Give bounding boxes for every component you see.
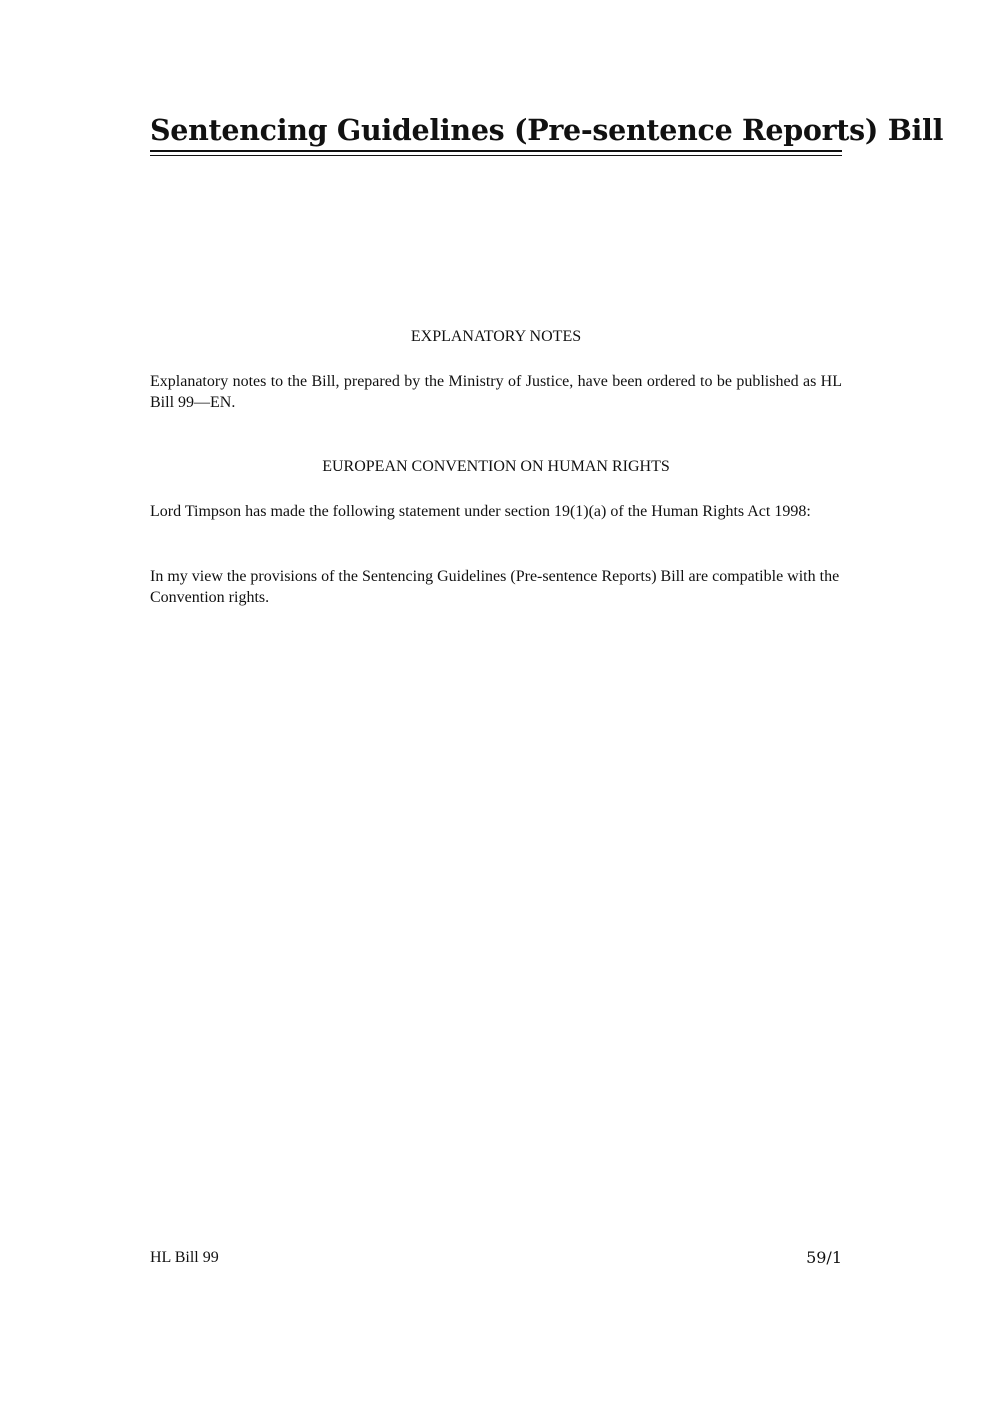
title-rule-thin — [150, 155, 842, 156]
echr-statement-intro: Lord Timpson has made the following statement under section 19(1)(a) of the Human Rights Act 1998: — [150, 503, 811, 520]
title-rule-thick — [150, 150, 842, 152]
explanatory-notes-text: Explanatory notes to the Bill, prepared by the Ministry of Justice, have been ordered to be published as HL Bill 99—EN. — [150, 373, 842, 411]
echr-statement: In my view the provisions of the Sentencing Guidelines (Pre-sentence Reports) Bill are compatible with the Convention rights. — [150, 568, 840, 606]
document-title: Sentencing Guidelines (Pre-sentence Reports) Bill — [150, 113, 944, 147]
echr-heading: EUROPEAN CONVENTION ON HUMAN RIGHTS — [322, 458, 670, 475]
explanatory-notes-heading: EXPLANATORY NOTES — [410, 328, 582, 345]
footer-print-ref: 59/1 — [806, 1248, 842, 1267]
footer-bill-ref: HL Bill 99 — [150, 1249, 219, 1266]
